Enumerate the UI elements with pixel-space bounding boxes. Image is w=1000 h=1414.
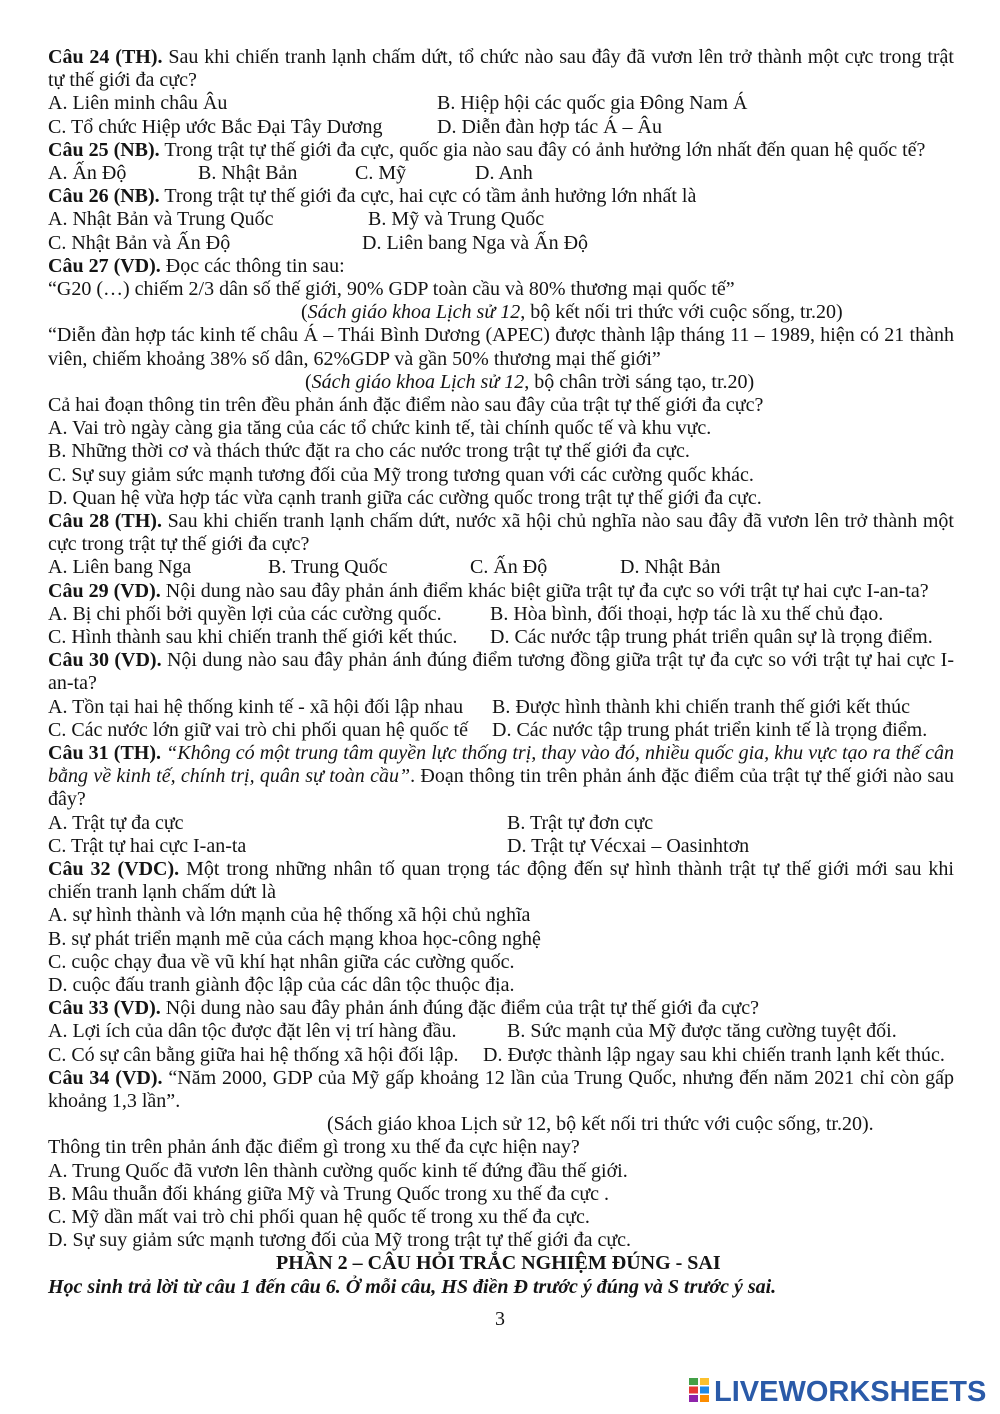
option-a: A. Nhật Bản và Trung Quốc [48,208,274,231]
option-c: C. Hình thành sau khi chiến tranh thế giới kết thúc. [48,625,458,648]
option-a: A. Trung Quốc đã vươn lên thành cường quốc kinh tế đứng đầu thế giới. [48,1159,628,1182]
option-c: C. Mỹ dần mất vai trò chi phối quan hệ quốc tế trong xu thế đa cực. [48,1205,590,1228]
source-open: ( [305,370,312,393]
question-stem: Trong trật tự thế giới đa cực, quốc gia nào sau đây có ảnh hưởng lớn nhất đến quan hệ quốc tế? [164,138,926,161]
option-a: A. sự hình thành và lớn mạnh của hệ thống xã hội chủ nghĩa [48,904,531,927]
question-label: Câu 30 (VD). [48,649,162,672]
source-citation-2 [48,371,954,394]
option-a: A. Lợi ích của dân tộc được đặt lên vị trí hàng đầu. [48,1020,457,1043]
option-d: D. Sự suy giảm sức mạnh tương đối của Mỹ trong trật tự thế giới đa cực. [48,1229,632,1252]
question-label: Câu 28 (TH). [48,509,162,532]
question-31 [48,742,954,812]
source-details: , bộ chân trời sáng tạo, tr.20) [524,370,755,393]
liveworksheets-logo-icon [688,1377,710,1408]
question-25 [48,139,954,162]
option-b: B. Nhật Bản [198,161,298,184]
option-row [48,812,954,835]
question-stem: . Đoạn thông tin trên phản ánh đặc điểm của trật tự thế giới nào sau đây? [48,765,954,811]
option-c: C. Ấn Độ [470,556,548,579]
question-29 [48,580,954,603]
question-24 [48,46,954,92]
option-c: C. Sự suy giảm sức mạnh tương đối của Mỹ trong tương quan với các cường quốc khác. [48,463,754,486]
question-27 [48,255,954,278]
question-34 [48,1067,954,1113]
source-book-title: Sách giáo khoa Lịch sử 12 [311,370,525,393]
question-label: Câu 24 (TH). [48,46,163,68]
question-label: Câu 32 (VDC). [48,857,180,880]
question-label: Câu 33 (VD). [48,997,161,1020]
option-b: B. Mỹ và Trung Quốc [368,208,545,231]
question-quote: “Không có một trung tâm quyền lực thống trị, thay vào đó, nhiều quốc gia, khu vực tạo ra thế cân bằng về kinh tế, chính trị, quân sự toàn cầu” [48,741,954,788]
page-content [48,46,954,1299]
option-d: D. Diễn đàn hợp tác Á – Âu [437,115,662,138]
option-b: B. Hiệp hội các quốc gia Đông Nam Á [437,92,748,115]
option-c: C. Nhật Bản và Ấn Độ [48,231,231,254]
option-row [48,162,954,185]
option-b: B. Trật tự đơn cực [507,811,654,834]
option-b: B. sự phát triển mạnh mẽ của cách mạng khoa học-công nghệ [48,927,541,950]
section-instructions: Học sinh trả lời từ câu 1 đến câu 6. Ở mỗi câu, HS điền Đ trước ý đúng và S trước ý sai. [48,1275,777,1298]
source-citation: (Sách giáo khoa Lịch sử 12, bộ kết nối tri thức với cuộc sống, tr.20). [327,1113,874,1136]
option-c: C. cuộc chạy đua về vũ khí hạt nhân giữa các cường quốc. [48,950,515,973]
option-d: D. Anh [475,161,533,184]
question-26 [48,185,954,208]
quote-2: “Diễn đàn hợp tác kinh tế châu Á – Thái Bình Dương (APEC) được thành lập tháng 11 – 1989, hiện có 21 thành viên, chiếm khoảng 38% số dân, 62%GDP và gần 50% thương mại thế giới” [48,324,954,370]
question-label: Câu 27 (VD). [48,254,161,277]
option-d: D. Nhật Bản [620,556,721,579]
option-a: A. Bị chi phối bởi quyền lợi của các cường quốc. [48,602,442,625]
option-c: C. Trật tự hai cực I-an-ta [48,834,247,857]
question-stem: Nội dung nào sau đây phản ánh đúng đặc điểm của trật tự thế giới đa cực? [165,997,759,1020]
option-d: D. Các nước tập trung phát triển quân sự là trọng điểm. [490,625,933,648]
option-row [48,603,954,626]
question-stem: Sau khi chiến tranh lạnh chấm dứt, nước xã hội chủ nghĩa nào sau đây đã vươn lên trở thành một cực trong trật tự thế giới đa cực? [48,509,954,556]
option-d: D. Được thành lập ngay sau khi chiến tranh lạnh kết thúc. [483,1043,945,1066]
question-label: Câu 25 (NB). [48,138,160,161]
option-a: A. Liên bang Nga [48,556,192,579]
source-citation-1 [48,301,954,324]
question-stem: Trong trật tự thế giới đa cực, hai cực có tầm ảnh hưởng lớn nhất là [164,185,697,208]
option-row [48,835,954,858]
source-details: , bộ kết nối tri thức với cuộc sống, tr.20) [520,301,843,324]
question-label: Câu 29 (VD). [48,579,161,602]
option-a: A. Vai trò ngày càng gia tăng của các tổ chức kinh tế, tài chính quốc tế và khu vực. [48,417,712,440]
option-b: B. Hòa bình, đối thoại, hợp tác là xu thế chủ đạo. [490,602,884,625]
option-row [48,556,954,579]
option-row [48,719,954,742]
question-label: Câu 31 (TH). [48,741,162,764]
option-d: D. Quan hệ vừa hợp tác vừa cạnh tranh giữa các cường quốc trong trật tự thế giới đa cực. [48,486,762,509]
option-b: B. Những thời cơ và thách thức đặt ra cho các nước trong trật tự thế giới đa cực. [48,440,690,463]
question-stem: Sau khi chiến tranh lạnh chấm dứt, tổ chức nào sau đây đã vươn lên trở thành một cực trong trật tự thế giới đa cực? [48,46,954,92]
page-number: 3 [495,1308,505,1330]
option-row [48,116,954,139]
question-stem: Thông tin trên phản ánh đặc điểm gì trong xu thế đa cực hiện nay? [48,1136,580,1159]
section-title: PHẦN 2 – CÂU HỎI TRẮC NGHIỆM ĐÚNG - SAI [276,1252,721,1275]
question-stem: Một trong những nhân tố quan trọng tác động đến sự hình thành trật tự thế giới mới sau khi chiến tranh lạnh chấm dứt là [48,857,954,904]
question-30 [48,649,954,695]
option-a: A. Liên minh châu Âu [48,92,228,115]
question-32 [48,858,954,904]
option-c: C. Các nước lớn giữ vai trò chi phối quan hệ quốc tế [48,718,468,741]
question-intro: Đọc các thông tin sau: [165,254,345,277]
option-c: C. Mỹ [355,161,407,184]
option-row [48,208,954,231]
question-33 [48,997,954,1020]
option-row [48,232,954,255]
source-book-title: Sách giáo khoa Lịch sử 12 [307,301,521,324]
option-a: A. Trật tự đa cực [48,811,184,834]
option-c: C. Có sự cân bằng giữa hai hệ thống xã hội đối lập. [48,1043,459,1066]
option-row [48,1044,954,1067]
question-label: Câu 34 (VD). [48,1066,163,1089]
option-b: B. Trung Quốc [268,556,388,579]
option-b: B. Mâu thuẫn đối kháng giữa Mỹ và Trung Quốc trong xu thế đa cực . [48,1182,610,1205]
option-d: D. Trật tự Vécxai – Oasinhtơn [507,834,750,857]
question-28 [48,510,954,556]
question-quote: “Năm 2000, GDP của Mỹ gấp khoảng 12 lần của Trung Quốc, nhưng đến năm 2021 chỉ còn gấp khoảng 1,3 lần”. [48,1066,954,1112]
option-row [48,92,954,115]
question-label: Câu 26 (NB). [48,185,160,208]
option-b: B. Được hình thành khi chiến tranh thế giới kết thúc [492,695,911,718]
question-stem: Nội dung nào sau đây phản ánh đúng điểm tương đồng giữa trật tự đa cực so với trật tự hai cực I-an-ta? [48,649,955,695]
question-stem: Cả hai đoạn thông tin trên đều phản ánh đặc điểm nào sau đây của trật tự thế giới đa cực? [48,393,764,416]
liveworksheets-watermark [688,1376,986,1408]
option-b: B. Sức mạnh của Mỹ được tăng cường tuyệt đối. [507,1020,897,1043]
question-stem: Nội dung nào sau đây phản ánh điểm khác biệt giữa trật tự đa cực so với trật tự hai cực I-an-ta? [165,579,929,602]
option-row [48,626,954,649]
option-row [48,696,954,719]
quote-1: “G20 (…) chiếm 2/3 dân số thế giới, 90% GDP toàn cầu và 80% thương mại quốc tế” [48,277,735,300]
option-row [48,1020,954,1043]
liveworksheets-logo-text: LIVEWORKSHEETS [714,1376,987,1408]
option-a: A. Tồn tại hai hệ thống kinh tế - xã hội đối lập nhau [48,695,464,718]
source-open: ( [301,301,308,324]
option-c: C. Tổ chức Hiệp ước Bắc Đại Tây Dương [48,115,383,138]
option-d: D. Liên bang Nga và Ấn Độ [362,231,589,254]
option-d: D. cuộc đấu tranh giành độc lập của các dân tộc thuộc địa. [48,973,515,996]
option-a: A. Ấn Độ [48,161,127,184]
option-d: D. Các nước tập trung phát triển kinh tế là trọng điểm. [492,718,928,741]
